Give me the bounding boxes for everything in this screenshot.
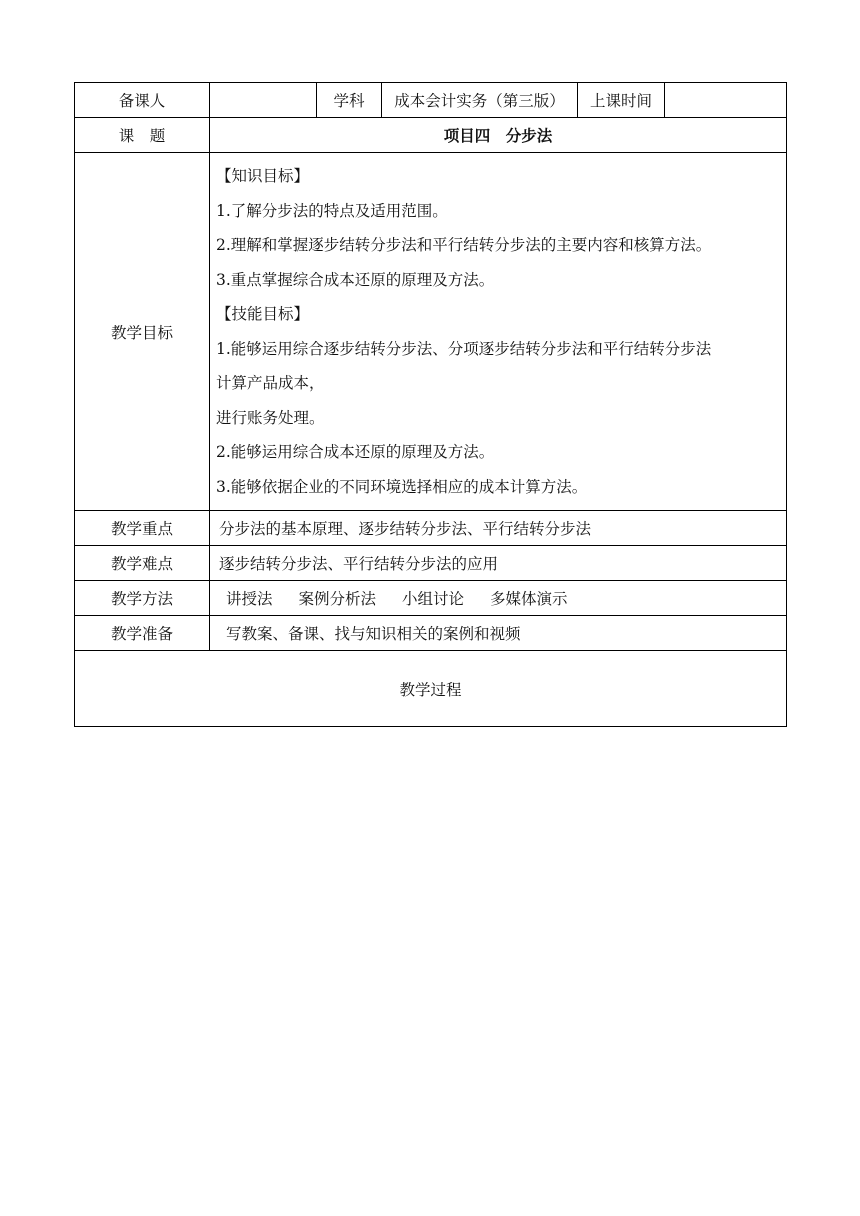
topic-label: 课 题 xyxy=(75,118,210,153)
process-heading: 教学过程 xyxy=(75,651,787,727)
difficulties-value: 逐步结转分步法、平行结转分步法的应用 xyxy=(210,546,787,581)
objective-line: 【知识目标】 xyxy=(216,167,310,185)
topic-value: 项目四 分步法 xyxy=(210,118,787,153)
class-time-value xyxy=(665,83,787,118)
objective-line: 2.能够运用综合成本还原的原理及方法。 xyxy=(216,443,495,461)
preparer-label: 备课人 xyxy=(75,83,210,118)
key-points-row xyxy=(75,511,787,546)
header-row xyxy=(75,83,787,118)
objective-line: 3.能够依据企业的不同环境选择相应的成本计算方法。 xyxy=(216,477,588,496)
method-item: 小组讨论 xyxy=(402,590,465,608)
process-row xyxy=(75,651,787,727)
method-item: 多媒体演示 xyxy=(490,590,568,608)
objective-line: 2.理解和掌握逐步结转分步法和平行结转分步法的主要内容和核算方法。 xyxy=(216,236,712,254)
method-item: 讲授法 xyxy=(226,590,273,608)
preparation-value: 写教案、备课、找与知识相关的案例和视频 xyxy=(210,616,787,651)
preparation-label: 教学准备 xyxy=(75,616,210,651)
objective-line: 进行账务处理。 xyxy=(216,408,325,427)
objective-line: 3.重点掌握综合成本还原的原理及方法。 xyxy=(216,270,495,289)
objective-line: 1.了解分步法的特点及适用范围。 xyxy=(216,201,448,220)
key-points-label: 教学重点 xyxy=(75,511,210,546)
methods-value xyxy=(210,581,787,616)
methods-label: 教学方法 xyxy=(75,581,210,616)
objectives-row xyxy=(75,153,787,511)
preparer-value xyxy=(210,83,317,118)
objectives-content xyxy=(210,153,787,511)
key-points-value: 分步法的基本原理、逐步结转分步法、平行结转分步法 xyxy=(210,511,787,546)
lesson-plan-table xyxy=(74,82,787,727)
objective-line: 【技能目标】 xyxy=(216,305,310,323)
objective-line: 1.能够运用综合逐步结转分步法、分项逐步结转分步法和平行结转分步法 xyxy=(216,339,712,358)
difficulties-row xyxy=(75,546,787,581)
class-time-label: 上课时间 xyxy=(578,83,665,118)
subject-label: 学科 xyxy=(317,83,382,118)
preparation-row xyxy=(75,616,787,651)
method-item: 案例分析法 xyxy=(298,590,377,608)
objectives-label: 教学目标 xyxy=(75,153,210,511)
subject-value: 成本会计实务（第三版） xyxy=(382,83,578,118)
difficulties-label: 教学难点 xyxy=(75,546,210,581)
topic-row xyxy=(75,118,787,153)
methods-row xyxy=(75,581,787,616)
objective-line: 计算产品成本， xyxy=(216,374,325,392)
